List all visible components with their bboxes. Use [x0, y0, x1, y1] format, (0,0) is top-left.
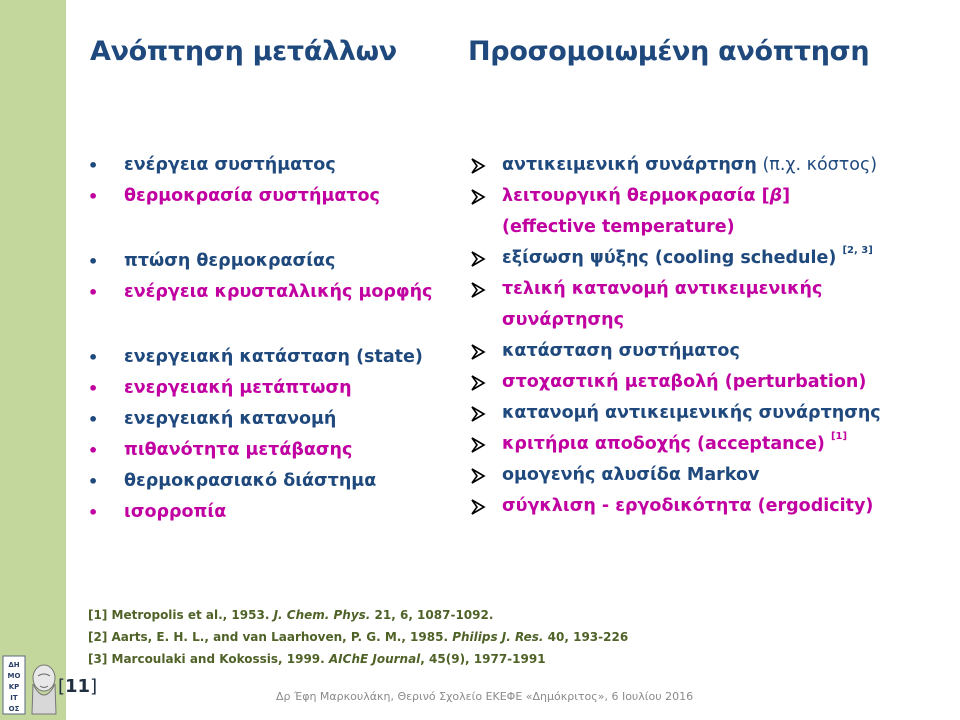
bullet-icon: • — [88, 410, 99, 429]
list-item: • πτώση θερμοκρασίας — [88, 246, 458, 277]
bullet-icon: • — [88, 348, 99, 367]
list-item: • θερμοκρασιακό διάστημα — [88, 466, 458, 497]
arrow-bullet-icon — [470, 251, 486, 267]
list-item: σύγκλιση - εργοδικότητα (ergodicity) — [468, 491, 938, 522]
svg-text:ΙΤ: ΙΤ — [10, 694, 18, 702]
citation-ref: [2, 3] — [842, 245, 873, 256]
list-spacer — [88, 212, 458, 246]
list-item: • ισορροπία — [88, 497, 458, 528]
list-spacer — [88, 308, 458, 342]
list-item: ομογενής αλυσίδα Markov — [468, 460, 938, 491]
bullet-icon: • — [88, 503, 99, 522]
arrow-bullet-icon — [470, 344, 486, 360]
list-item: αντικειμενική συνάρτηση (π.χ. κόστος) — [468, 150, 938, 181]
reference-line: [2] Aarts, E. H. L., and van Laarhoven, P. G. M., 1985. Philips J. Res. 40, 193-226 — [88, 630, 629, 644]
list-item: κατάσταση συστήματος — [468, 336, 938, 367]
list-item: κατανομή αντικειμενικής συνάρτησης — [468, 398, 938, 429]
footer-text: Δρ Έφη Μαρκουλάκη, Θερινό Σχολείο ΕΚΕΦΕ «Δημόκριτος», 6 Ιουλίου 2016 — [276, 690, 694, 703]
right-title: Προσομοιωμένη ανόπτηση — [468, 36, 870, 67]
arrow-bullet-icon — [470, 282, 486, 298]
democritus-logo-icon — [2, 654, 64, 716]
arrow-bullet-icon — [470, 375, 486, 391]
bullet-icon: • — [88, 379, 99, 398]
list-item: • θερμοκρασία συστήματος — [88, 181, 458, 212]
arrow-bullet-icon — [470, 189, 486, 205]
reference-line: [1] Metropolis et al., 1953. J. Chem. Phys. 21, 6, 1087-1092. — [88, 608, 494, 622]
bullet-icon: • — [88, 283, 99, 302]
arrow-bullet-icon — [470, 468, 486, 484]
list-item: • ενεργειακή κατανομή — [88, 404, 458, 435]
bullet-icon: • — [88, 252, 99, 271]
bullet-icon: • — [88, 472, 99, 491]
journal-name: AIChE Journal — [328, 652, 421, 666]
item-note: (π.χ. κόστος) — [756, 155, 878, 175]
metal-annealing-list — [88, 150, 458, 528]
list-item: • ενεργειακή κατάσταση (state) — [88, 342, 458, 373]
arrow-bullet-icon — [470, 499, 486, 515]
arrow-bullet-icon — [470, 158, 486, 174]
journal-name: Philips J. Res. — [452, 630, 544, 644]
list-item: εξίσωση ψύξης (cooling schedule) [2, 3] — [468, 243, 938, 274]
beta-symbol: β — [769, 186, 783, 206]
list-item: τελική κατανομή αντικειμενικής συνάρτησης — [468, 274, 938, 336]
bullet-icon: • — [88, 156, 99, 175]
citation-ref: [1] — [830, 431, 848, 442]
simulated-annealing-list — [468, 150, 938, 522]
reference-line: [3] Marcoulaki and Kokossis, 1999. AIChE Journal, 45(9), 1977-1991 — [88, 652, 546, 666]
list-item: λειτουργική θερμοκρασία [β] (effective temperature) — [468, 181, 938, 243]
left-title: Ανόπτηση μετάλλων — [90, 36, 397, 67]
list-item: • ενέργεια κρυσταλλικής μορφής — [88, 277, 458, 308]
svg-text:ΜΟ: ΜΟ — [7, 672, 21, 680]
list-item: κριτήρια αποδοχής (acceptance) [1] — [468, 429, 938, 460]
svg-text:ΚΡ: ΚΡ — [8, 683, 20, 691]
bullet-icon: • — [88, 187, 99, 206]
references-block — [88, 604, 628, 670]
bullet-icon: • — [88, 441, 99, 460]
list-item: στοχαστική μεταβολή (perturbation) — [468, 367, 938, 398]
arrow-bullet-icon — [470, 406, 486, 422]
page-number: [11] — [58, 676, 98, 697]
list-item: • ενεργειακή μετάπτωση — [88, 373, 458, 404]
journal-name: J. Chem. Phys. — [273, 608, 371, 622]
arrow-bullet-icon — [470, 437, 486, 453]
sidebar-band — [0, 0, 66, 720]
svg-text:ΔΗ: ΔΗ — [8, 661, 20, 669]
svg-text:ΟΣ: ΟΣ — [8, 705, 20, 713]
list-item: • πιθανότητα μετάβασης — [88, 435, 458, 466]
list-item: • ενέργεια συστήματος — [88, 150, 458, 181]
